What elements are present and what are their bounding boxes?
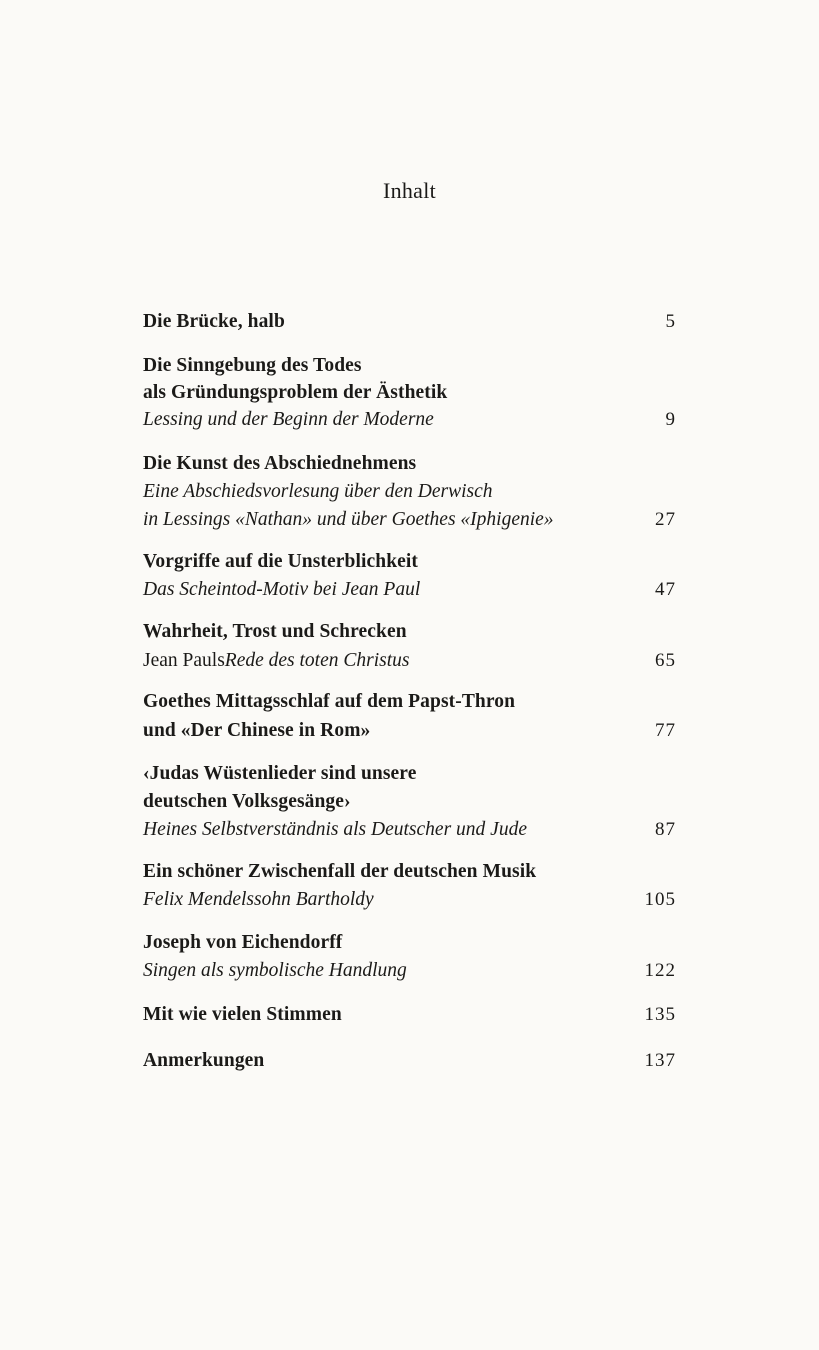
toc-page-number: 137 bbox=[644, 1050, 676, 1071]
toc-title-line: Ein schöner Zwischenfall der deutschen Musik bbox=[143, 861, 537, 882]
toc-entry-subtitle bbox=[143, 817, 676, 843]
toc-title-line: Goethes Mittagsschlaf auf dem Papst-Thron bbox=[143, 691, 516, 712]
toc-page-number: 87 bbox=[655, 819, 676, 840]
toc-page-number: 5 bbox=[665, 311, 676, 332]
toc-page-number: 122 bbox=[644, 960, 676, 981]
toc-entry-title bbox=[143, 451, 676, 477]
toc-entry-subtitle bbox=[143, 648, 676, 674]
toc-entry-title bbox=[143, 309, 676, 335]
toc-page-number: 77 bbox=[655, 720, 676, 741]
toc-entry-title bbox=[143, 1048, 676, 1074]
toc-page-number: 27 bbox=[655, 509, 676, 530]
toc-entry-subtitle bbox=[143, 958, 676, 984]
toc-title-line: Die Kunst des Abschiednehmens bbox=[143, 453, 417, 474]
toc-subtitle-line: Felix Mendelssohn Bartholdy bbox=[143, 889, 374, 910]
toc-entry-title bbox=[143, 549, 676, 575]
toc-entry-title bbox=[143, 718, 676, 744]
toc-entry-subtitle bbox=[143, 407, 676, 433]
toc-title-line: Vorgriffe auf die Unsterblichkeit bbox=[143, 551, 419, 572]
toc-entry-subtitle bbox=[143, 887, 676, 913]
toc-title-line: Mit wie vielen Stimmen bbox=[143, 1004, 342, 1025]
toc-subtitle-roman: Jean Pauls bbox=[143, 650, 225, 671]
page-title: Inhalt bbox=[382, 178, 437, 203]
toc-entry-title bbox=[143, 353, 676, 379]
toc-page-number: 105 bbox=[644, 889, 676, 910]
toc-entry-title bbox=[143, 930, 676, 956]
table-of-contents bbox=[143, 0, 676, 1350]
toc-title-line: Die Brücke, halb bbox=[143, 311, 285, 332]
toc-entry-subtitle bbox=[143, 479, 676, 505]
toc-subtitle-line: Eine Abschiedsvorlesung über den Derwisch bbox=[143, 481, 493, 502]
toc-subtitle-line: Das Scheintod-Motiv bei Jean Paul bbox=[143, 579, 421, 600]
toc-entry-title bbox=[143, 380, 676, 406]
toc-title-line: als Gründungsproblem der Ästhetik bbox=[143, 382, 448, 403]
toc-entry-subtitle bbox=[143, 577, 676, 603]
toc-subtitle-line: Lessing und der Beginn der Moderne bbox=[143, 409, 434, 430]
toc-entry-title bbox=[143, 689, 676, 715]
toc-page-number: 135 bbox=[644, 1004, 676, 1025]
toc-entry-title bbox=[143, 761, 676, 787]
toc-title-line: und «Der Chinese in Rom» bbox=[143, 720, 371, 741]
toc-subtitle-line: Singen als symbolische Handlung bbox=[143, 960, 407, 981]
toc-page-number: 9 bbox=[665, 409, 676, 430]
toc-subtitle-line: Heines Selbstverständnis als Deutscher und Jude bbox=[143, 819, 527, 840]
toc-title-line: deutschen Volksgesänge› bbox=[143, 791, 351, 812]
toc-subtitle-italic: Rede des toten Christus bbox=[224, 650, 410, 671]
toc-title-line: Anmerkungen bbox=[143, 1050, 265, 1071]
toc-title-line: ‹Judas Wüstenlieder sind unsere bbox=[143, 763, 417, 784]
toc-page-number: 47 bbox=[655, 579, 676, 600]
toc-entry-title bbox=[143, 859, 676, 885]
toc-page-number: 65 bbox=[655, 650, 676, 671]
toc-title-line: Die Sinngebung des Todes bbox=[143, 355, 362, 376]
toc-subtitle-line: in Lessings «Nathan» und über Goethes «Iphigenie» bbox=[143, 509, 554, 530]
toc-entry-title bbox=[143, 1002, 676, 1028]
toc-entry-subtitle bbox=[143, 507, 676, 533]
toc-title-line: Joseph von Eichendorff bbox=[143, 932, 343, 953]
toc-title-line: Wahrheit, Trost und Schrecken bbox=[143, 621, 407, 642]
toc-entry-title bbox=[143, 619, 676, 645]
toc-entry-title bbox=[143, 789, 676, 815]
